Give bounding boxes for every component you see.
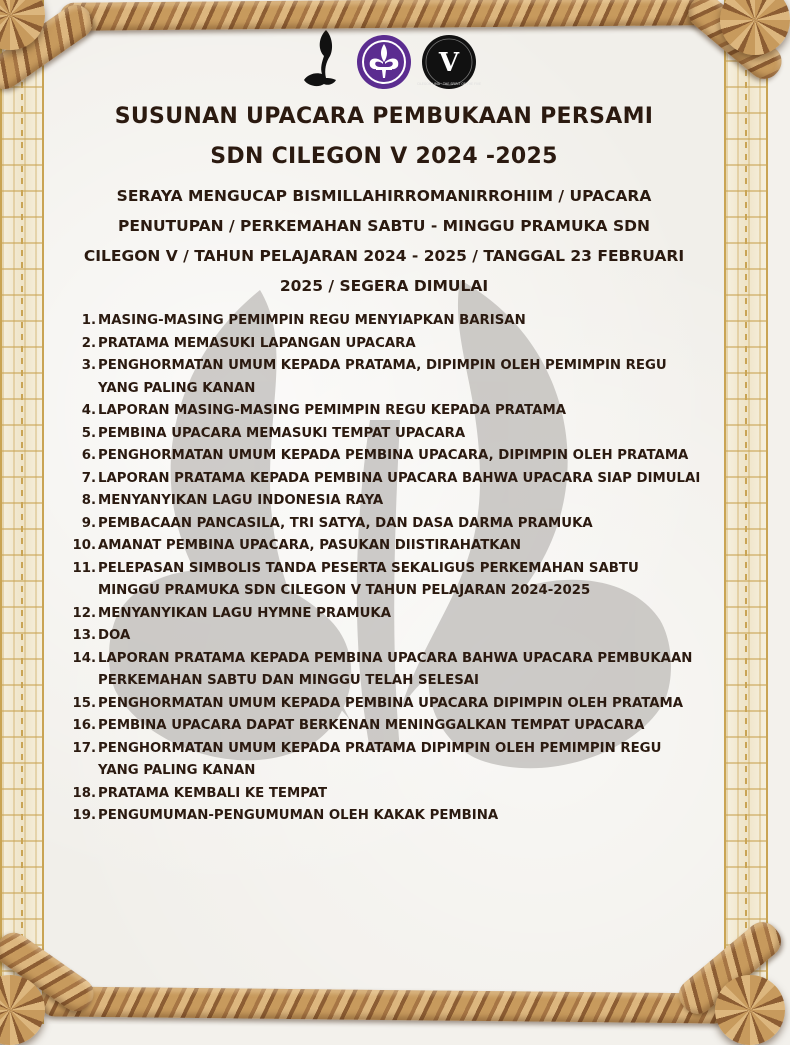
agenda-item-text: LAPORAN PRATAMA KEPADA PEMBINA UPACARA BAHWA UPACARA PEMBUKAAN PERKEMAHAN SABTU DAN MINGGU TELAH SELESAI xyxy=(98,650,693,688)
agenda-item-number: 9. xyxy=(81,515,96,531)
agenda-item-text: PRATAMA MEMASUKI LAPANGAN UPACARA xyxy=(98,335,416,351)
agenda-item-number: 17. xyxy=(72,740,96,756)
agenda-item-number: 2. xyxy=(81,335,96,351)
agenda-item-number: 4. xyxy=(81,403,96,418)
agenda-item-number: 5. xyxy=(81,425,96,441)
agenda-item-number: 8. xyxy=(81,493,96,508)
school-logo-ring-text: CILEGON LIMA · THE SPIRIT OF THE FIVE xyxy=(416,82,482,86)
agenda-item-number: 18. xyxy=(72,785,96,801)
sdn-cilegon-v-logo-icon xyxy=(416,35,482,89)
left-ornament-border xyxy=(0,0,44,1024)
agenda-item xyxy=(72,805,702,828)
tunas-kelapa-logo-icon xyxy=(300,28,340,90)
agenda-item xyxy=(72,468,702,491)
agenda-item xyxy=(72,445,702,468)
agenda-list xyxy=(72,310,702,828)
agenda-item-text: PEMBINA UPACARA DAPAT BERKENAN MENINGGALKAN TEMPAT UPACARA xyxy=(98,718,645,733)
agenda-item xyxy=(72,400,702,423)
agenda-item-text: PEMBACAAN PANCASILA, TRI SATYA, DAN DASA DARMA PRAMUKA xyxy=(98,515,593,531)
agenda-item-number: 19. xyxy=(72,808,96,823)
agenda-item-text: LAPORAN MASING-MASING PEMIMPIN REGU KEPADA PRATAMA xyxy=(98,403,567,418)
agenda-item-text: MENYANYIKAN LAGU HYMNE PRAMUKA xyxy=(98,605,391,621)
agenda-item-number: 12. xyxy=(72,605,96,621)
agenda-item-text: PENGHORMATAN UMUM KEPADA PRATAMA DIPIMPIN OLEH PEMIMPIN REGU YANG PALING KANAN xyxy=(98,740,662,778)
agenda-item xyxy=(72,535,702,558)
agenda-item xyxy=(72,333,702,356)
agenda-item-text: PEMBINA UPACARA MEMASUKI TEMPAT UPACARA xyxy=(98,425,466,441)
agenda-item-number: 1. xyxy=(81,313,96,328)
agenda-item-number: 15. xyxy=(72,695,96,711)
announcement-text: SERAYA MENGUCAP BISMILLAHIRROMANIRROHIIM / UPACARA PENUTUPAN / PERKEMAHAN SABTU - MINGGU PRAMUKA SDN CILEGON V / TAHUN PELAJARAN 2024 - 2025 / TANGGAL 23 FEBRUARI 2025 / SEGERA DIMULAI xyxy=(83,187,685,295)
agenda-item xyxy=(72,355,702,400)
agenda-item-number: 10. xyxy=(72,538,96,553)
agenda-item-text: DOA xyxy=(98,628,131,643)
agenda-item-number: 16. xyxy=(72,718,96,733)
rope-knot-bottom-right xyxy=(715,975,785,1045)
agenda-item xyxy=(72,783,702,806)
agenda-item-number: 7. xyxy=(81,470,96,486)
agenda-item xyxy=(72,490,702,513)
agenda-item xyxy=(72,558,702,603)
page-title-line-1: SUSUNAN UPACARA PEMBUKAAN PERSAMI xyxy=(114,104,654,129)
agenda-item xyxy=(72,513,702,536)
agenda-item-text: PRATAMA KEMBALI KE TEMPAT xyxy=(98,785,328,801)
agenda-item-text: PELEPASAN SIMBOLIS TANDA PESERTA SEKALIGUS PERKEMAHAN SABTU MINGGU PRAMUKA SDN CILEGON V TAHUN PELAJARAN 2024-2025 xyxy=(98,560,639,598)
agenda-item-text: MENYANYIKAN LAGU INDONESIA RAYA xyxy=(98,493,384,508)
agenda-item xyxy=(72,423,702,446)
logo-row xyxy=(0,30,768,90)
agenda-item xyxy=(72,715,702,738)
page-title-line-2: SDN CILEGON V 2024 -2025 xyxy=(210,144,558,169)
agenda-item-text: PENGUMUMAN-PENGUMUMAN OLEH KAKAK PEMBINA xyxy=(98,808,499,823)
agenda-item-text: PENGHORMATAN UMUM KEPADA PEMBINA UPACARA DIPIMPIN OLEH PRATAMA xyxy=(98,695,684,711)
agenda-item xyxy=(72,738,702,783)
wosm-fleur-de-lis-logo-icon xyxy=(356,34,412,90)
agenda-item xyxy=(72,603,702,626)
school-logo-letter: V xyxy=(438,48,460,78)
agenda-item-number: 3. xyxy=(81,358,96,373)
agenda-item-text: MASING-MASING PEMIMPIN REGU MENYIAPKAN BARISAN xyxy=(98,313,526,328)
agenda-item-number: 13. xyxy=(72,628,96,643)
agenda-item-number: 14. xyxy=(72,650,96,666)
agenda-item-text: PENGHORMATAN UMUM KEPADA PEMBINA UPACARA, DIPIMPIN OLEH PRATAMA xyxy=(98,448,689,463)
agenda-item-text: PENGHORMATAN UMUM KEPADA PRATAMA, DIPIMPIN OLEH PEMIMPIN REGU YANG PALING KANAN xyxy=(98,358,667,396)
agenda-item xyxy=(72,310,702,333)
agenda-item-text: LAPORAN PRATAMA KEPADA PEMBINA UPACARA BAHWA UPACARA SIAP DIMULAI xyxy=(98,470,701,486)
agenda-item-text: AMANAT PEMBINA UPACARA, PASUKAN DIISTIRAHATKAN xyxy=(98,538,521,553)
agenda-item xyxy=(72,648,702,693)
agenda-item-number: 11. xyxy=(72,560,96,576)
agenda-item xyxy=(72,693,702,716)
agenda-item xyxy=(72,625,702,648)
right-ornament-border xyxy=(724,0,768,1024)
agenda-item-number: 6. xyxy=(81,448,96,463)
